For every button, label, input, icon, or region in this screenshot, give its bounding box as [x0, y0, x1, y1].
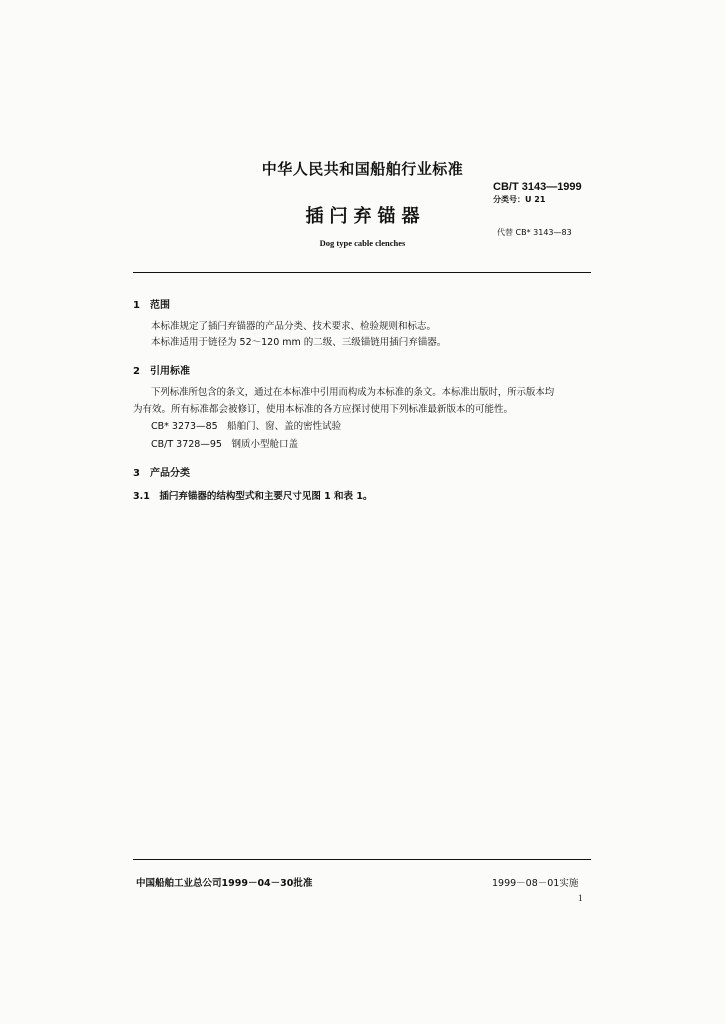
footer-divider — [133, 859, 591, 860]
classification-number: 分类号：U 21 — [493, 195, 546, 204]
section-heading-references: 2 引用标准 — [133, 366, 190, 377]
section-heading-classification: 3 产品分类 — [133, 468, 190, 479]
standard-number: CB/T 3143—1999 — [493, 181, 582, 193]
reference-item: CB* 3273—85 船舶门、窗、盖的密性试验 — [151, 421, 342, 432]
paragraph-line: 为有效。所有标准都会被修订，使用本标准的各方应探讨使用下列标准最新版本的可能性。 — [133, 404, 514, 415]
paragraph-line: 下列标准所包含的条文，通过在本标准中引用而构成为本标准的条文。本标准出版时，所示版本均 — [151, 387, 555, 398]
header-divider — [133, 272, 591, 273]
document-org-title: 中华人民共和国船舶行业标准 — [261, 160, 464, 178]
approval-date: 中国船舶工业总公司1999－04－30批准 — [136, 878, 313, 889]
document-title-en: Dog type cable clenches — [319, 238, 406, 248]
section-heading-scope: 1 范围 — [133, 300, 170, 311]
implementation-date: 1999－08－01实施 — [492, 878, 579, 889]
page-number: 1 — [578, 893, 583, 903]
document-title-cn: 插闩弃锚器 — [305, 206, 426, 227]
paragraph-line: 3.1 插闩弃锚器的结构型式和主要尺寸见图 1 和表 1。 — [133, 491, 373, 502]
replaces-standard: 代替 CB* 3143—83 — [497, 228, 572, 237]
paragraph-line: 本标准适用于链径为 52～120 mm 的二级、三级锚链用插闩弃锚器。 — [151, 337, 447, 348]
paragraph-line: 本标准规定了插闩弃锚器的产品分类、技术要求、检验规则和标志。 — [151, 321, 437, 332]
reference-item: CB/T 3728—95 钢质小型舱口盖 — [151, 439, 298, 450]
